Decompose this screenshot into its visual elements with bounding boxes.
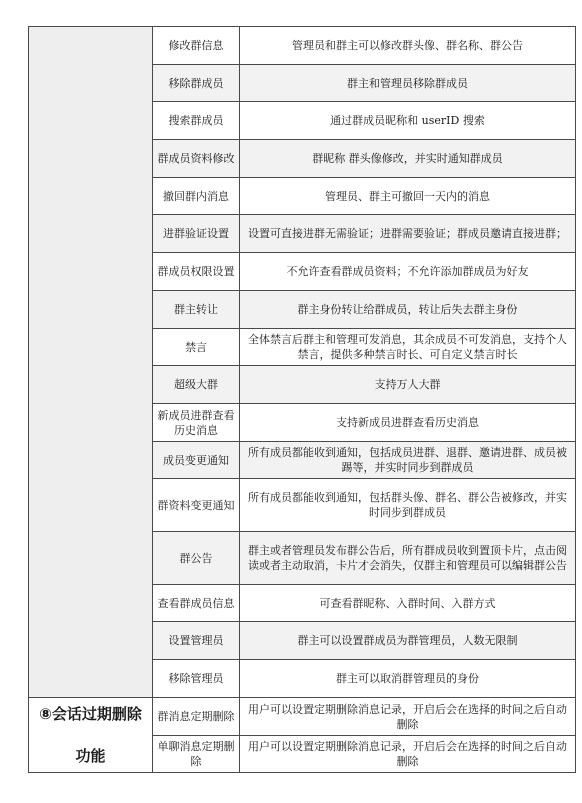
feature-description-cell: 不允许查看群成员资料；不允许添加群成员为好友 <box>240 253 576 291</box>
feature-name-cell: 群公告 <box>153 532 240 585</box>
table-row <box>29 698 576 736</box>
feature-description-cell: 所有成员都能收到通知，包括成员进群、退群、邀请进群、成员被踢等，并实时同步到群成员 <box>240 442 576 479</box>
feature-name-cell: 群成员权限设置 <box>153 253 240 291</box>
feature-name-cell: 进群验证设置 <box>153 215 240 253</box>
table-row <box>29 27 576 65</box>
category-cell <box>29 27 153 698</box>
section-title-line-1: ⑧会话过期删除 <box>39 705 142 723</box>
feature-name-cell: 超级大群 <box>153 366 240 404</box>
feature-description-cell: 群昵称 群头像修改，并实时通知群成员 <box>240 140 576 178</box>
feature-name-cell: 成员变更通知 <box>153 442 240 479</box>
feature-description-cell: 可查看群昵称、入群时间、入群方式 <box>240 585 576 622</box>
feature-description-cell: 群主可以取消群管理员的身份 <box>240 660 576 698</box>
feature-description-cell: 管理员和群主可以修改群头像、群名称、群公告 <box>240 27 576 65</box>
feature-description-cell: 支持新成员进群查看历史消息 <box>240 404 576 442</box>
feature-table-container <box>28 26 575 773</box>
feature-description-cell: 设置可直接进群无需验证；进群需要验证；群成员邀请直接进群； <box>240 215 576 253</box>
feature-description-cell: 所有成员都能收到通知，包括群头像、群名、群公告被修改，并实时同步到群成员 <box>240 479 576 532</box>
feature-name-cell: 搜索群成员 <box>153 102 240 140</box>
feature-name-cell: 移除群成员 <box>153 65 240 102</box>
feature-description-cell: 通过群成员昵称和 userID 搜索 <box>240 102 576 140</box>
feature-description-cell: 群主身份转让给群成员，转让后失去群主身份 <box>240 291 576 329</box>
feature-name-cell: 群消息定期删除 <box>153 698 240 736</box>
feature-description-cell: 全体禁言后群主和管理可发消息，其余成员不可发消息，支持个人禁言，提供多种禁言时长、可自定义禁言时长 <box>240 329 576 366</box>
feature-description-cell: 群主或者管理员发布群公告后，所有群成员收到置顶卡片，点击阅读或者主动取消，卡片才会消失，仅群主和管理员可以编辑群公告 <box>240 532 576 585</box>
feature-description-cell: 群主和管理员移除群成员 <box>240 65 576 102</box>
section-title-line-2: 功能 <box>75 747 106 765</box>
feature-description-cell: 群主可以设置群成员为群管理员，人数无限制 <box>240 622 576 660</box>
feature-description-cell: 用户可以设置定期删除消息记录，开启后会在选择的时间之后自动删除 <box>240 736 576 773</box>
feature-name-cell: 群资料变更通知 <box>153 479 240 532</box>
feature-name-cell: 设置管理员 <box>153 622 240 660</box>
feature-description-cell: 支持万人大群 <box>240 366 576 404</box>
feature-name-cell: 移除管理员 <box>153 660 240 698</box>
feature-name-cell: 单聊消息定期删除 <box>153 736 240 773</box>
feature-description-cell: 管理员、群主可撤回一天内的消息 <box>240 178 576 215</box>
feature-name-cell: 群主转让 <box>153 291 240 329</box>
feature-name-cell: 群成员资料修改 <box>153 140 240 178</box>
section-heading-cell <box>29 698 153 773</box>
feature-description-cell: 用户可以设置定期删除消息记录，开启后会在选择的时间之后自动删除 <box>240 698 576 736</box>
feature-name-cell: 撤回群内消息 <box>153 178 240 215</box>
feature-name-cell: 新成员进群查看历史消息 <box>153 404 240 442</box>
feature-name-cell: 修改群信息 <box>153 27 240 65</box>
feature-name-cell: 查看群成员信息 <box>153 585 240 622</box>
feature-name-cell: 禁言 <box>153 329 240 366</box>
feature-table <box>28 26 576 773</box>
